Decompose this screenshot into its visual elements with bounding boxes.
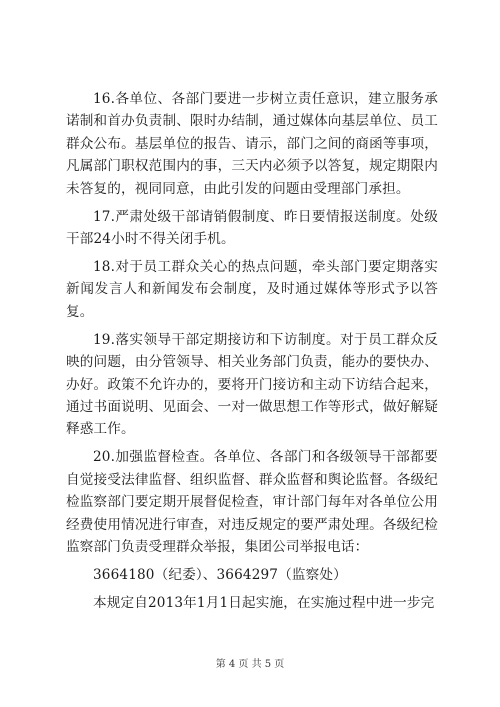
paragraph-20: 20.加强监督检查。各单位、各部门和各级领导干部都要自觉接受法律监督、组织监督、群众监督和舆论监督。各级纪检监察部门要定期开展督促检查，审计部门每年对各单位公用经费使用情况进行审查，对违反规定的要严肃处理。各级纪检监察部门负责受理群众举报，集团公司举报电话： — [66, 449, 438, 556]
paragraph-16: 16.各单位、各部门要进一步树立责任意识，建立服务承诺制和首办负责制、限时办结制，通过媒体向基层单位、员工群众公布。基层单位的报告、请示，部门之间的商函等事项，凡属部门职权范围内的事，三天内必须予以答复，规定期限内未答复的，视同同意，由此引发的问题由受理部门承担。 — [66, 91, 438, 197]
phone-numbers: 3664180（纪委）、3664297（监察处） — [93, 567, 347, 584]
paragraph-19: 19.落实领导干部定期接访和下访制度。对于员工群众反映的问题，由分管领导、相关业务部门负责，能办的要快办、办好。政策不允许办的，要将开门接访和主动下访结合起来，通过书面说明、见面会、一对一做思想工作等形式，做好解疑释惑工作。 — [66, 331, 438, 438]
document-body — [66, 88, 438, 620]
effective-date-paragraph: 本规定自2013年1月1日起实施，在实施过程中进一步完 — [93, 595, 435, 612]
paragraph-17: 17.严肃处级干部请销假制度、昨日要情报送制度。处级干部24小时不得关闭手机。 — [66, 208, 438, 248]
page-footer: 第 4 页 共 5 页 — [215, 659, 285, 670]
paragraph-18: 18.对于员工群众关心的热点问题，牵头部门要定期落实新闻发言人和新闻发布会制度，及时通过媒体等形式予以答复。 — [66, 259, 438, 320]
